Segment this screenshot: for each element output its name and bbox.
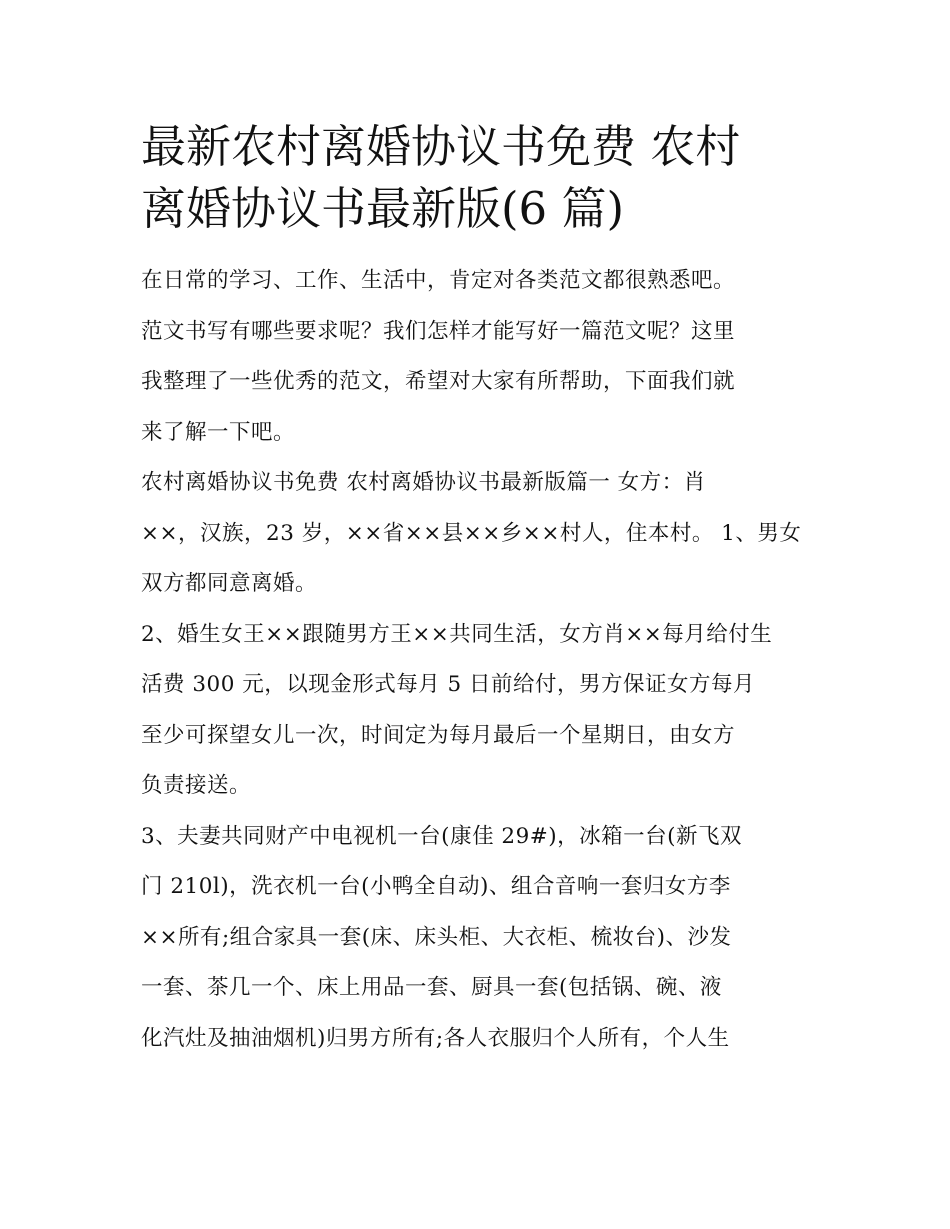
text-line: 在日常的学习、工作、生活中，肯定对各类范文都很熟悉吧。	[141, 268, 736, 293]
text-line: 3、夫妻共同财产中电视机一台(康佳 29#)，冰箱一台(新飞双	[141, 823, 743, 849]
text-line: 负责接送。	[141, 773, 252, 798]
text-line: 农村离婚协议书免费 农村离婚协议书最新版篇一 女方：肖	[141, 470, 706, 495]
text-line: 2、婚生女王××跟随男方王××共同生活，女方肖××每月给付生	[141, 621, 773, 647]
title-line: 最新农村离婚协议书免费 农村	[141, 120, 741, 173]
text-line: 双方都同意离婚。	[141, 571, 318, 596]
paragraph-intro	[141, 256, 813, 458]
paragraph-clause-two	[141, 610, 813, 812]
text-line: 一套、茶几一个、床上用品一套、厨具一套(包括锅、碗、液	[141, 975, 722, 1000]
paragraph-clause-three	[141, 812, 813, 1065]
text-line: 来了解一下吧。	[141, 419, 296, 445]
text-line: 活费 300 元，以现金形式每月 5 日前给付，男方保证女方每月	[141, 672, 756, 697]
text-line: 门 210l)，洗衣机一台(小鸭全自动)、组合音响一套归女方李	[141, 874, 731, 899]
text-line: 我整理了一些优秀的范文，希望对大家有所帮助，下面我们就	[141, 369, 736, 394]
text-line: ××，汉族，23 岁，××省××县××乡××村人，住本村。 1、男女	[141, 520, 802, 546]
text-line: 至少可探望女儿一次，时间定为每月最后一个星期日，由女方	[141, 722, 736, 748]
text-line: 范文书写有哪些要求呢？我们怎样才能写好一篇范文呢？这里	[141, 318, 736, 344]
document-title	[141, 116, 813, 240]
document-body	[141, 116, 813, 1064]
text-line: ××所有;组合家具一套(床、床头柜、大衣柜、梳妆台)、沙发	[141, 924, 732, 950]
text-line: 化汽灶及抽油烟机)归男方所有;各人衣服归个人所有，个人生	[141, 1025, 730, 1051]
paragraph-section-one	[141, 458, 813, 610]
title-line: 离婚协议书最新版(6 篇)	[141, 182, 625, 235]
